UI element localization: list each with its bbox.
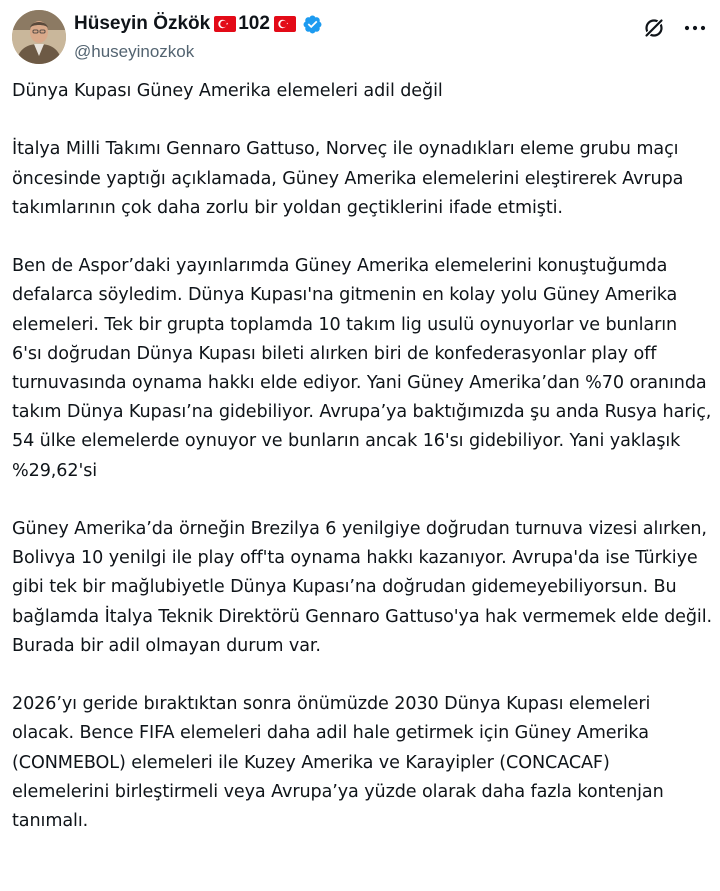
tweet-text <box>12 77 712 836</box>
verified-badge-icon[interactable] <box>302 14 323 35</box>
turkey-flag-icon <box>274 16 296 32</box>
turkey-flag-icon <box>214 16 236 32</box>
tweet-paragraph: Güney Amerika’da örneğin Brezilya 6 yenilgiye doğrudan turnuva vizesi alırken, Bolivya 10 yenilgi ile play off'ta oynama hakkı kazanıyor. Avrupa'da ise Türkiye gibi tek bir mağlubiyetle Dünya Kupası’na doğrudan gidemeyebiliyorsun. Bu bağlamda İtalya Teknik Direktörü Gennaro Gattuso'ya hak vermemek elde değil. Burada bir adil olmayan durum var. <box>12 519 712 656</box>
name-number: 102 <box>238 13 270 34</box>
handle[interactable]: @huseyinozkok <box>74 42 195 61</box>
tweet-paragraph-title: Dünya Kupası Güney Amerika elemeleri adil değil <box>12 81 443 101</box>
avatar[interactable] <box>12 10 66 64</box>
tweet-paragraph: İtalya Milli Takımı Gennaro Gattuso, Norveç ile oynadıkları eleme grubu maçı öncesinde yaptığı açıklamada, Güney Amerika elemelerini eleştirerek Avrupa takımlarının çok daha zorlu bir yoldan geçtiklerini ifade etmişti. <box>12 139 684 218</box>
display-name[interactable]: Hüseyin Özkök <box>74 13 211 34</box>
grok-icon[interactable] <box>642 16 666 40</box>
tweet-paragraph: 2026’yı geride bıraktıktan sonra önümüzde 2030 Dünya Kupası elemeleri olacak. Bence FIFA elemeleri daha adil hale getirmek için Güney Amerika (CONMEBOL) elemeleri ile Kuzey Amerika ve Karayipler (CONCACAF) elemelerini birleştirmeli veya Avrupa’ya yüzde olarak daha fazla kontenjan tanımalı. <box>12 694 664 832</box>
more-icon[interactable] <box>682 16 708 40</box>
profile-photo <box>12 10 66 64</box>
tweet-header <box>12 10 708 66</box>
tweet-paragraph: Ben de Aspor’daki yayınlarımda Güney Amerika elemelerini konuştuğumda defalarca söyledim. Dünya Kupası'na gitmenin en kolay yolu Güney Amerika elemeleri. Tek bir grupta toplamda 10 takım lig usulü oynuyorlar ve bunların 6'sı doğrudan Dünya Kupası bileti alırken biri de konfederasyonlar play off turnuvasında oynama hakkı elde ediyor. Yani Güney Amerika’dan %70 oranında takım Dünya Kupası’na gidebiliyor. Avrupa’ya baktığımızda şu anda Rusya hariç, 54 ülke elemelerde oynuyor ve bunların ancak 16'sı gidebiliyor. Yani yaklaşık %29,62'si <box>12 256 712 481</box>
